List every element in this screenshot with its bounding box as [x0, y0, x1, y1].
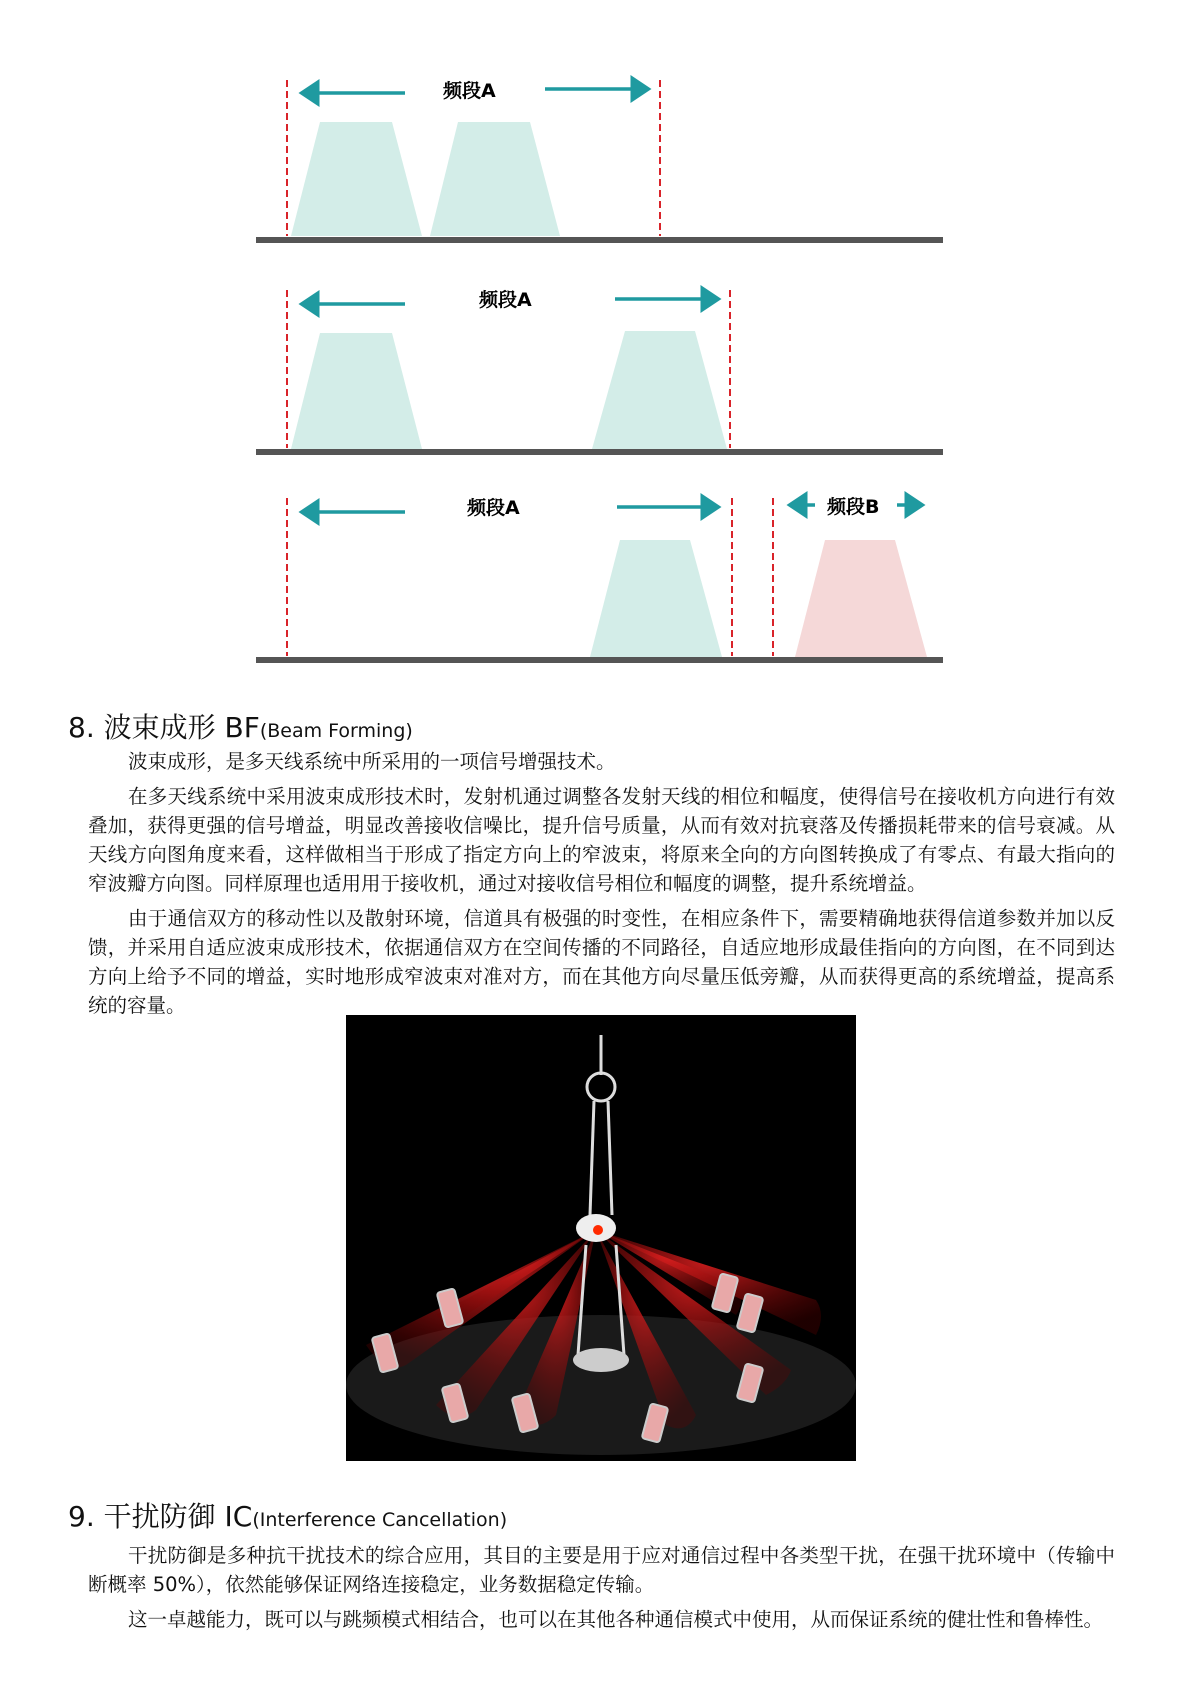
beamforming-tower-illustration: [346, 1015, 856, 1461]
heading-title: 9. 干扰防御 IC: [68, 1500, 253, 1533]
band-b-label: 频段B: [827, 496, 880, 518]
baseline: [256, 237, 943, 243]
frequency-band-diagrams: [0, 0, 1191, 680]
heading-subtitle: (Beam Forming): [259, 720, 413, 742]
paragraph: 在多天线系统中采用波束成形技术时，发射机通过调整各发射天线的相位和幅度，使得信号在接收机方向进行有效叠加，获得更强的信号增益，明显改善接收信噪比，提升信号质量，从而有效对抗衰落及传播损耗带来的信号衰减。从天线方向图角度来看，这样做相当于形成了指定方向上的窄波束，将原来全向的方向图转换成了有零点、有最大指向的窄波瓣方向图。同样原理也适用用于接收机，通过对接收信号相位和幅度的调整，提升系统增益。: [88, 785, 1115, 895]
signal-block-teal: [291, 333, 422, 449]
diagram-panel-3: [256, 495, 943, 663]
signal-block-pink: [795, 540, 927, 657]
signal-block-teal: [291, 122, 422, 236]
band-a-label: 频段A: [443, 80, 496, 102]
signal-block-teal: [592, 331, 727, 449]
baseline: [256, 449, 943, 455]
paragraph: 波束成形，是多天线系统中所采用的一项信号增强技术。: [128, 750, 616, 773]
section-8-body: [88, 747, 1115, 1026]
band-a-label: 频段A: [467, 497, 520, 519]
section-9-heading: [68, 1495, 507, 1535]
section-9-body: [88, 1541, 1115, 1640]
baseline: [256, 657, 943, 663]
paragraph: 干扰防御是多种抗干扰技术的综合应用，其目的主要是用于应对通信过程中各类型干扰，在强干扰环境中（传输中断概率 50%），依然能够保证网络连接稳定，业务数据稳定传输。: [88, 1544, 1115, 1596]
section-8-heading: [68, 706, 413, 746]
diagram-panel-1: [256, 79, 943, 243]
heading-title: 8. 波束成形 BF: [68, 711, 260, 744]
signal-block-teal: [430, 122, 560, 236]
paragraph: 由于通信双方的移动性以及散射环境，信道具有极强的时变性，在相应条件下，需要精确地获得信道参数并加以反馈，并采用自适应波束成形技术，依据通信双方在空间传播的不同路径，自适应地形成最佳指向的方向图，在不同到达方向上给予不同的增益，实时地形成窄波束对准对方，而在其他方向尽量压低旁瓣，从而获得更高的系统增益，提高系统的容量。: [88, 907, 1115, 1017]
diagram-panel-2: [256, 288, 943, 455]
band-a-label: 频段A: [479, 289, 532, 311]
heading-subtitle: (Interference Cancellation): [252, 1509, 508, 1531]
paragraph: 这一卓越能力，既可以与跳频模式相结合，也可以在其他各种通信模式中使用，从而保证系统的健壮性和鲁棒性。: [128, 1608, 1104, 1631]
signal-block-teal: [590, 540, 722, 657]
